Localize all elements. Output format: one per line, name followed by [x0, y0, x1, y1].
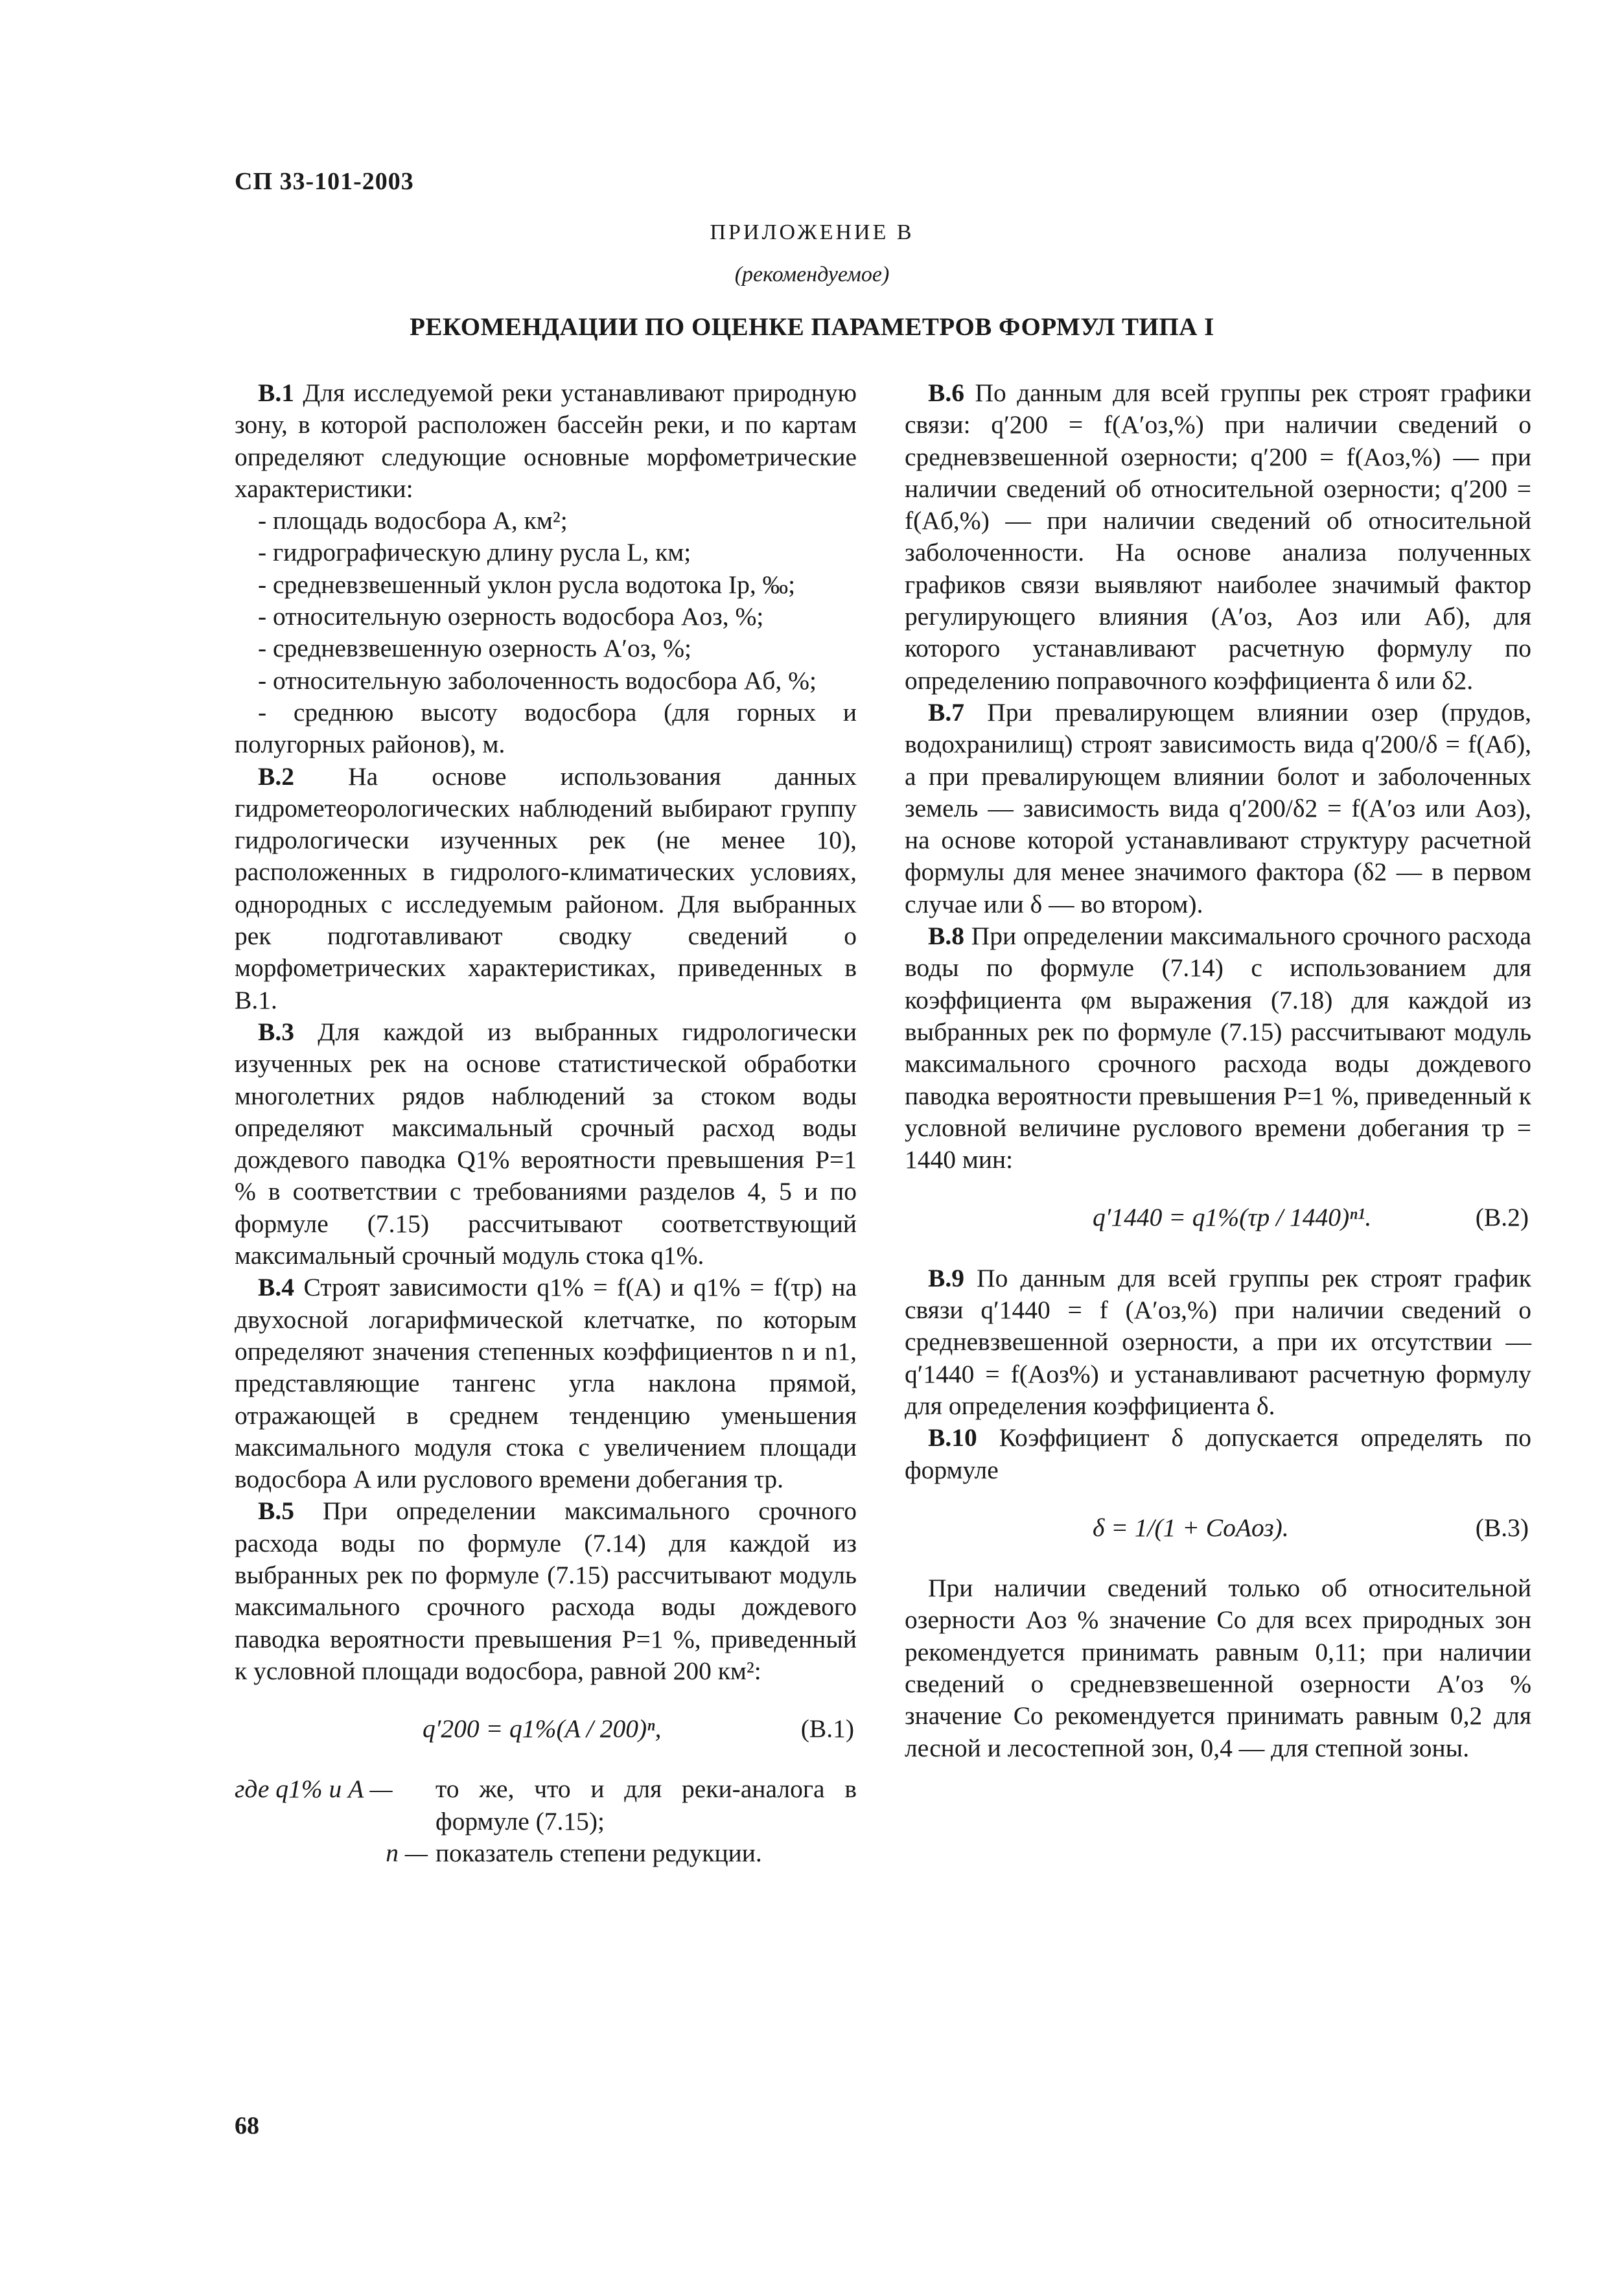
paragraph-b3: В.3 Для каждой из выбранных гидрологически изученных рек на основе статистической обработки многолетних рядов наблюдений за стоком воды определяют максимальный срочный расход воды дождевого паводка Q1% вероятности превышения P=1 % в соответствии с требованиями разделов 4, 5 и по формуле (7.15) рассчитывают соответствующий максимальный срочный модуль стока q1%.: [235, 1017, 857, 1270]
formula-expression: δ = 1/(1 + CоAоз).: [1093, 1513, 1289, 1542]
paragraph-b9: В.9 По данным для всей группы рек строят график связи q′1440 = f (A′оз,%) при наличии сведений о средневзвешенной озерности, а при их отсутствии — q′1440 = f(Aоз%) и устанавливают расчетную формулу для определения коэффициента δ.: [905, 1263, 1531, 1420]
formula-number: (В.2): [1475, 1203, 1529, 1232]
paragraph-b4: В.4 Строят зависимости q1% = f(A) и q1% = f(τр) на двухосной логарифмической клетчатке, по которым определяют значения степенных коэффициентов n и n1, представляющие тангенс угла наклона прямой, отражающей в среднем тенденцию уменьшения максимального модуля стока с увеличением площади водосбора A или руслового времени добегания τр.: [235, 1273, 857, 1494]
legend-row: [235, 1773, 857, 1837]
list-item: - средневзвешенную озерность A′оз, %;: [258, 634, 691, 663]
formula-number: (В.1): [800, 1714, 854, 1743]
paragraph-b2: В.2 На основе использования данных гидрометеорологических наблюдений выбирают группу гидрологически изученных рек (не менее 10), расположенных в гидролого-климатических условиях, однородных с исследуемым районом. Для выбранных рек подготавливают сводку сведений о морфометрических характеристиках, приведенных в В.1.: [235, 762, 857, 1014]
list-item: - относительную озерность водосбора Aоз, %;: [258, 602, 764, 631]
right-column: [905, 377, 1531, 1764]
formula-expression: q′1440 = q1%(τр / 1440)ⁿ¹.: [1093, 1203, 1372, 1232]
paragraph-b7: В.7 При превалирующем влиянии озер (прудов, водохранилищ) строят зависимость вида q′200/δ = f(Aб), а при превалирующем влиянии болот и заболоченных земель — зависимость вида q′200/δ2 = f(A′оз или Aоз), на основе которой устанавливают структуру расчетной формулы для менее значимого фактора (δ2 — в первом случае или δ — во втором).: [905, 697, 1531, 918]
formula-expression: q′200 = q1%(A / 200)ⁿ,: [423, 1714, 662, 1743]
document-code: СП 33-101-2003: [235, 168, 414, 195]
paragraph-b6: В.6 По данным для всей группы рек строят графики связи: q′200 = f(A′оз,%) при наличии сведений о средневзвешенной озерности; q′200 = f(Aоз,%) — при наличии сведений об относительной озерности; q′200 = f(Aб,%) — при наличии сведений об относительной заболоченности. На основе анализа полученных графиков связи выявляют наиболее значимый фактор регулирующего влияния (A′оз, Aоз или Aб), для которого устанавливают расчетную формулу по определению поправочного коэффициента δ или δ2.: [905, 379, 1531, 695]
paragraph-b1: В.1 Для исследуемой реки устанавливают природную зону, в которой расположен бассейн реки, и по картам определяют следующие основные морфометрические характеристики:: [235, 379, 857, 503]
formula-legend: [235, 1773, 857, 1869]
legend-symbol: где q1% и A —: [235, 1775, 393, 1804]
paragraph-b8: В.8 При определении максимального срочного расхода воды по формуле (7.14) с использованием для коэффициента φм выражения (7.18) для каждой из выбранных рек по формуле (7.15) рассчитывают модуль максимального срочного расхода воды дождевого паводка вероятности превышения P=1 %, приведенный к условной величине руслового времени добегания τр = 1440 мин:: [905, 922, 1531, 1174]
legend-row: [235, 1837, 857, 1869]
list-item: - средневзвешенный уклон русла водотока Iр, ‰;: [258, 570, 796, 599]
legend-description: показатель степени редукции.: [435, 1839, 762, 1868]
list-item: - площадь водосбора A, км²;: [258, 506, 568, 535]
formula-b3: [905, 1512, 1531, 1544]
paragraph-final: При наличии сведений только об относительной озерности Aоз % значение Cо для всех природных зон рекомендуется принимать равным 0,11; при наличии сведений о средневзвешенной озерности A′оз % значение Cо рекомендуется принимать равным 0,2 для лесной и лесостепной зон, 0,4 — для степной зоны.: [905, 1574, 1531, 1762]
left-column: [235, 377, 857, 1869]
formula-b1: [235, 1713, 857, 1745]
formula-number: (В.3): [1475, 1513, 1529, 1542]
appendix-status: (рекомендуемое): [734, 262, 890, 286]
paragraph-b5: В.5 При определении максимального срочного расхода воды по формуле (7.14) для каждой из выбранных рек по формуле (7.15) рассчитывают модуль максимального срочного расхода воды дождевого паводка вероятности превышения P=1 %, приведенный к условной площади водосбора, равной 200 км²:: [235, 1497, 857, 1685]
legend-description: то же, что и для реки-аналога в формуле (7.15);: [435, 1775, 857, 1835]
page-number: 68: [235, 2112, 259, 2139]
list-item: - гидрографическую длину русла L, км;: [258, 538, 691, 567]
legend-symbol: n —: [386, 1839, 428, 1868]
list-item: - среднюю высоту водосбора (для горных и полугорных районов), м.: [235, 697, 857, 759]
paragraph-b10: В.10 Коэффициент δ допускается определять по формуле: [905, 1423, 1531, 1484]
appendix-title: ПРИЛОЖЕНИЕ В: [710, 220, 914, 244]
formula-b2: [905, 1202, 1531, 1233]
section-title: РЕКОМЕНДАЦИИ ПО ОЦЕНКЕ ПАРАМЕТРОВ ФОРМУЛ ТИПА I: [410, 313, 1214, 341]
list-item: - относительную заболоченность водосбора Aб, %;: [258, 666, 817, 695]
